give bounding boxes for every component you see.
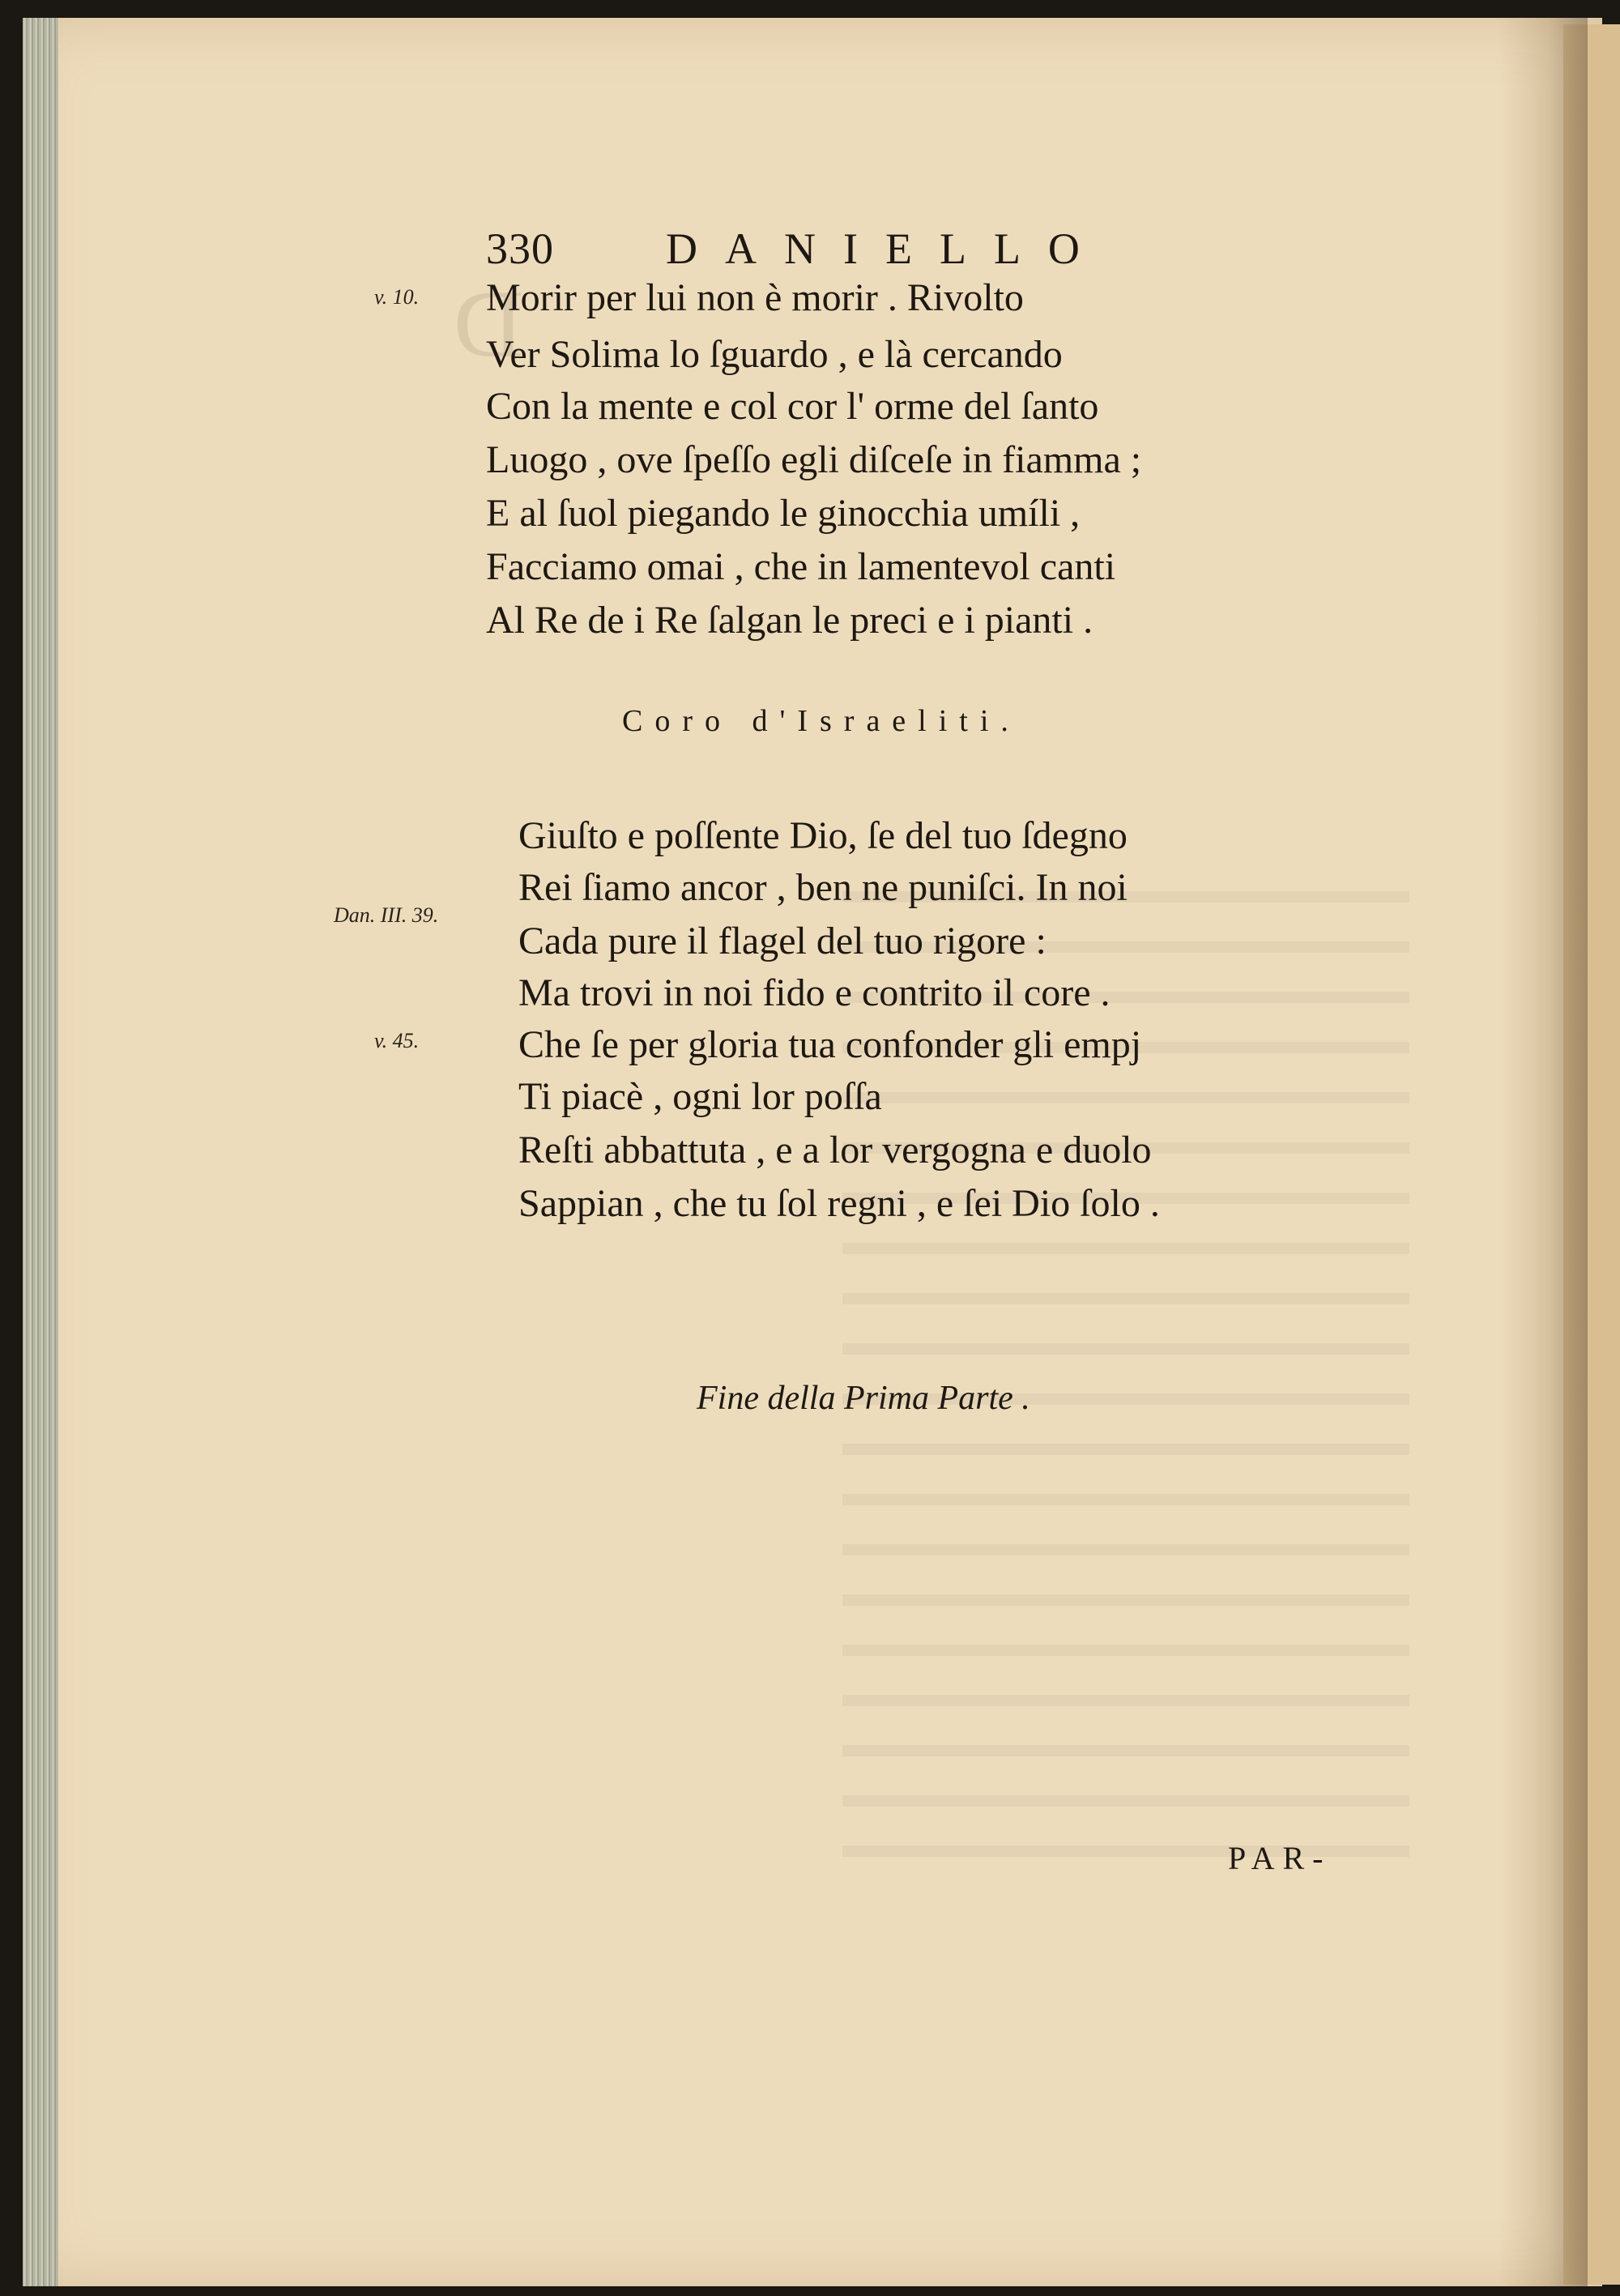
show-through-decor: D xyxy=(454,270,524,378)
verse-line: Che ſe per gloria tua confonder gli empj xyxy=(518,1023,1142,1066)
verse-line: Ma trovi in noi fido e contrito il core . xyxy=(518,971,1111,1014)
verse-line: Con la mente e col cor l' orme del ſanto xyxy=(486,385,1099,428)
verse-line: Sappian , che tu ſol regni , e ſei Dio ſolo . xyxy=(518,1182,1160,1225)
verse-line: Morir per lui non è morir . Rivolto xyxy=(486,276,1024,319)
marginal-note-dan: Dan. III. 39. xyxy=(334,903,439,927)
marginal-note-v10: v. 10. xyxy=(374,285,420,309)
binding-gutter xyxy=(1498,18,1588,2286)
verse-line: E al ſuol piegando le ginocchia umíli , xyxy=(486,492,1081,535)
verse-line: Rei ſiamo ancor , ben ne puniſci. In noi xyxy=(518,866,1128,909)
verse-line: Ver Solima lo ſguardo , e là cercando xyxy=(486,333,1063,376)
verse-line: Facciamo omai , che in lamentevol canti xyxy=(486,545,1116,588)
running-title: DANIELLO xyxy=(666,224,1107,273)
end-of-part-note: Fine della Prima Parte . xyxy=(697,1380,1030,1417)
chorus-heading: Coro d'Israeliti. xyxy=(622,704,1021,738)
verse-line: Ti piacè , ogni lor poſſa xyxy=(518,1075,882,1118)
verse-line: Cada pure il flagel del tuo rigore : xyxy=(518,920,1047,962)
page-edge-stack xyxy=(23,18,58,2286)
marginal-note-v45: v. 45. xyxy=(374,1029,420,1052)
running-header xyxy=(486,224,1215,272)
catchword: PAR- xyxy=(1228,1840,1332,1876)
page-number: 330 xyxy=(486,224,554,273)
verse-line: Reſti abbattuta , e a lor vergogna e duolo xyxy=(518,1129,1152,1171)
verse-line: Al Re de i Re ſalgan le preci e i pianti . xyxy=(486,599,1094,642)
verse-line: Giuſto e poſſente Dio, ſe del tuo ſdegno xyxy=(518,814,1128,857)
verse-line: Luogo , ove ſpeſſo egli diſceſe in fiamma ; xyxy=(486,438,1142,481)
